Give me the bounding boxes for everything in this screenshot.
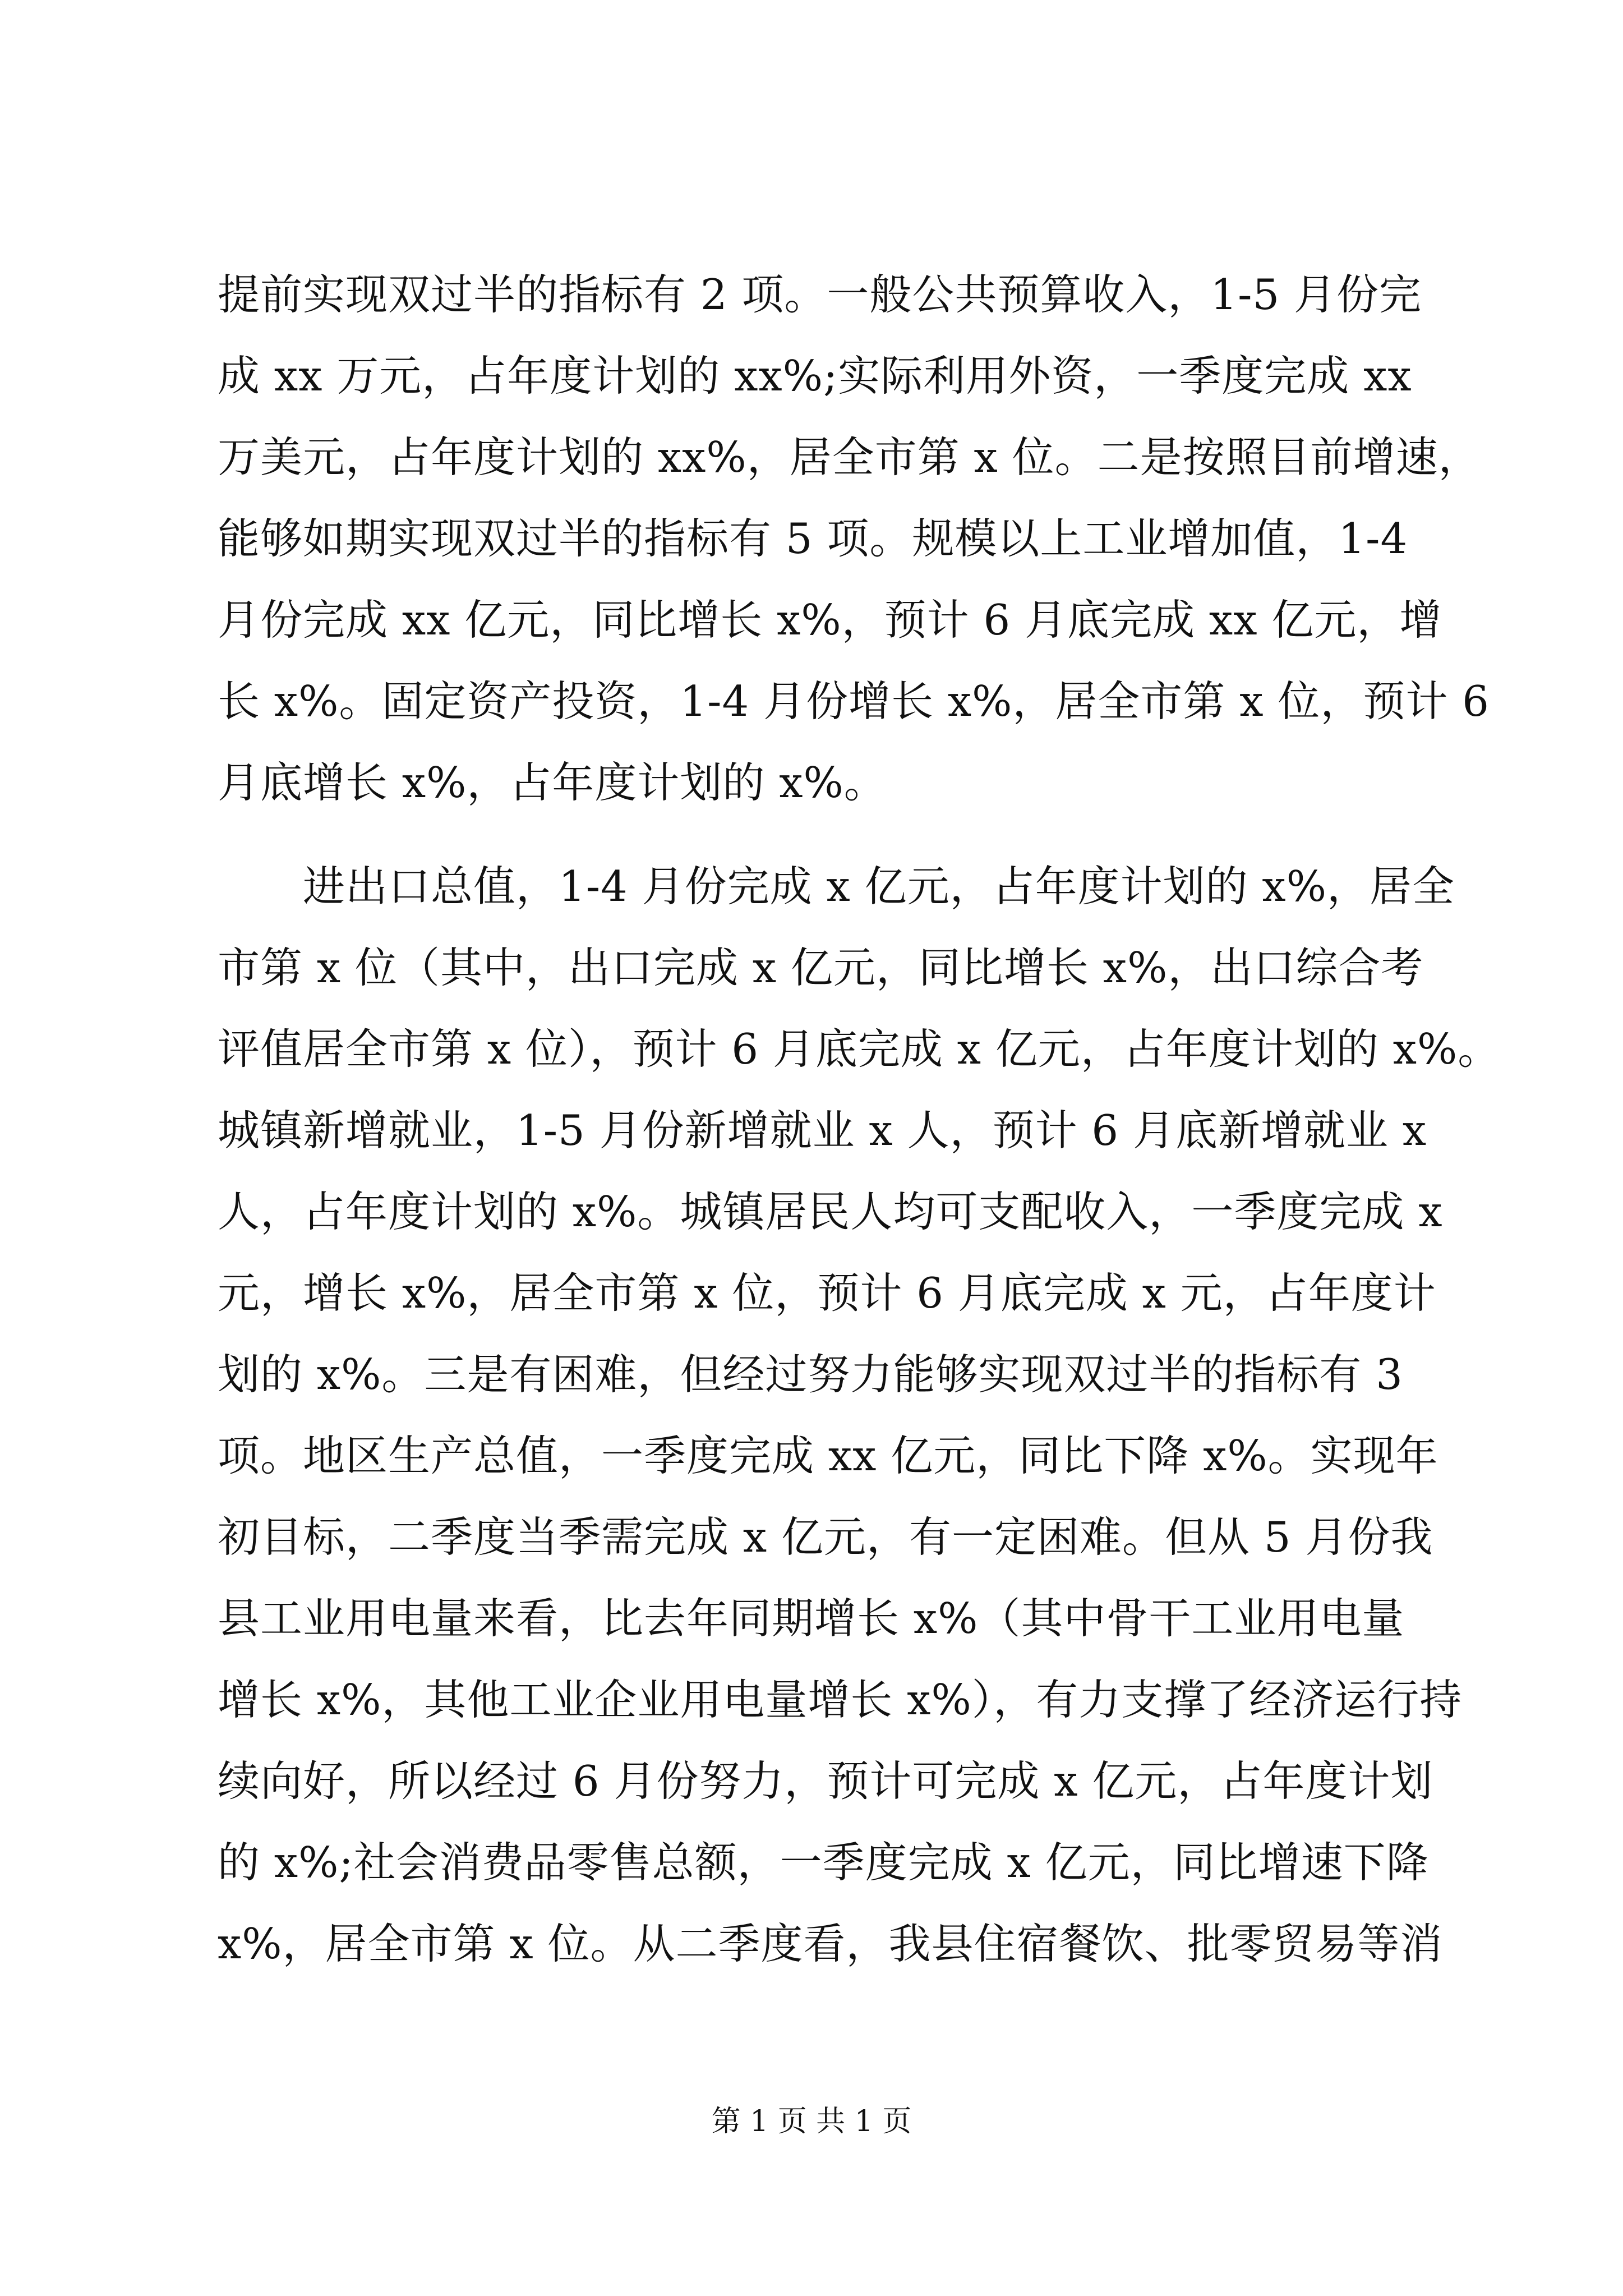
text-line: 县工业用电量来看，比去年同期增长 x%（其中骨干工业用电量 <box>218 1594 1405 1643</box>
text-line: 城镇新增就业，1-5 月份新增就业 x 人，预计 6 月底新增就业 x <box>218 1106 1427 1155</box>
text-line: 月份完成 xx 亿元，同比增长 x%，预计 6 月底完成 xx 亿元，增 <box>218 595 1442 645</box>
text-line: 的 x%;社会消费品零售总额，一季度完成 x 亿元，同比增速下降 <box>218 1838 1429 1887</box>
page-footer: 第 1 页 共 1 页 <box>711 2105 912 2138</box>
text-line: 项。地区生产总值，一季度完成 xx 亿元，同比下降 x%。实现年 <box>218 1431 1438 1480</box>
text-line: 月底增长 x%，占年度计划的 x%。 <box>218 758 887 807</box>
text-line: 能够如期实现双过半的指标有 5 项。规模以上工业增加值，1-4 <box>218 514 1408 563</box>
text-line: 提前实现双过半的指标有 2 项。一般公共预算收入，1-5 月份完 <box>218 270 1422 319</box>
text-line: 评值居全市第 x 位），预计 6 月底完成 x 亿元，占年度计划的 x%。 <box>218 1024 1501 1074</box>
text-line: 市第 x 位（其中，出口完成 x 亿元，同比增长 x%，出口综合考 <box>218 943 1424 992</box>
text-line: 人，占年度计划的 x%。城镇居民人均可支配收入，一季度完成 x <box>218 1187 1443 1236</box>
text-line: 万美元，占年度计划的 xx%，居全市第 x 位。二是按照目前增速， <box>218 432 1481 482</box>
paragraph-first-line: 进出口总值，1-4 月份完成 x 亿元，占年度计划的 x%，居全 <box>303 862 1455 911</box>
text-line: 续向好，所以经过 6 月份努力，预计可完成 x 亿元，占年度计划 <box>218 1756 1433 1806</box>
text-line: x%，居全市第 x 位。从二季度看，我县住宿餐饮、批零贸易等消 <box>218 1919 1443 1968</box>
text-line: 增长 x%，其他工业企业用电量增长 x%），有力支撑了经济运行持 <box>218 1675 1463 1724</box>
text-line: 划的 x%。三是有困难，但经过努力能够实现双过半的指标有 3 <box>218 1350 1403 1399</box>
text-line: 长 x%。固定资产投资，1-4 月份增长 x%，居全市第 x 位，预计 6 <box>218 677 1490 726</box>
text-line: 成 xx 万元，占年度计划的 xx%;实际利用外资，一季度完成 xx <box>218 351 1412 401</box>
text-line: 元，增长 x%，居全市第 x 位，预计 6 月底完成 x 元，占年度计 <box>218 1268 1436 1318</box>
text-line: 初目标，二季度当季需完成 x 亿元，有一定困难。但从 5 月份我 <box>218 1512 1433 1562</box>
